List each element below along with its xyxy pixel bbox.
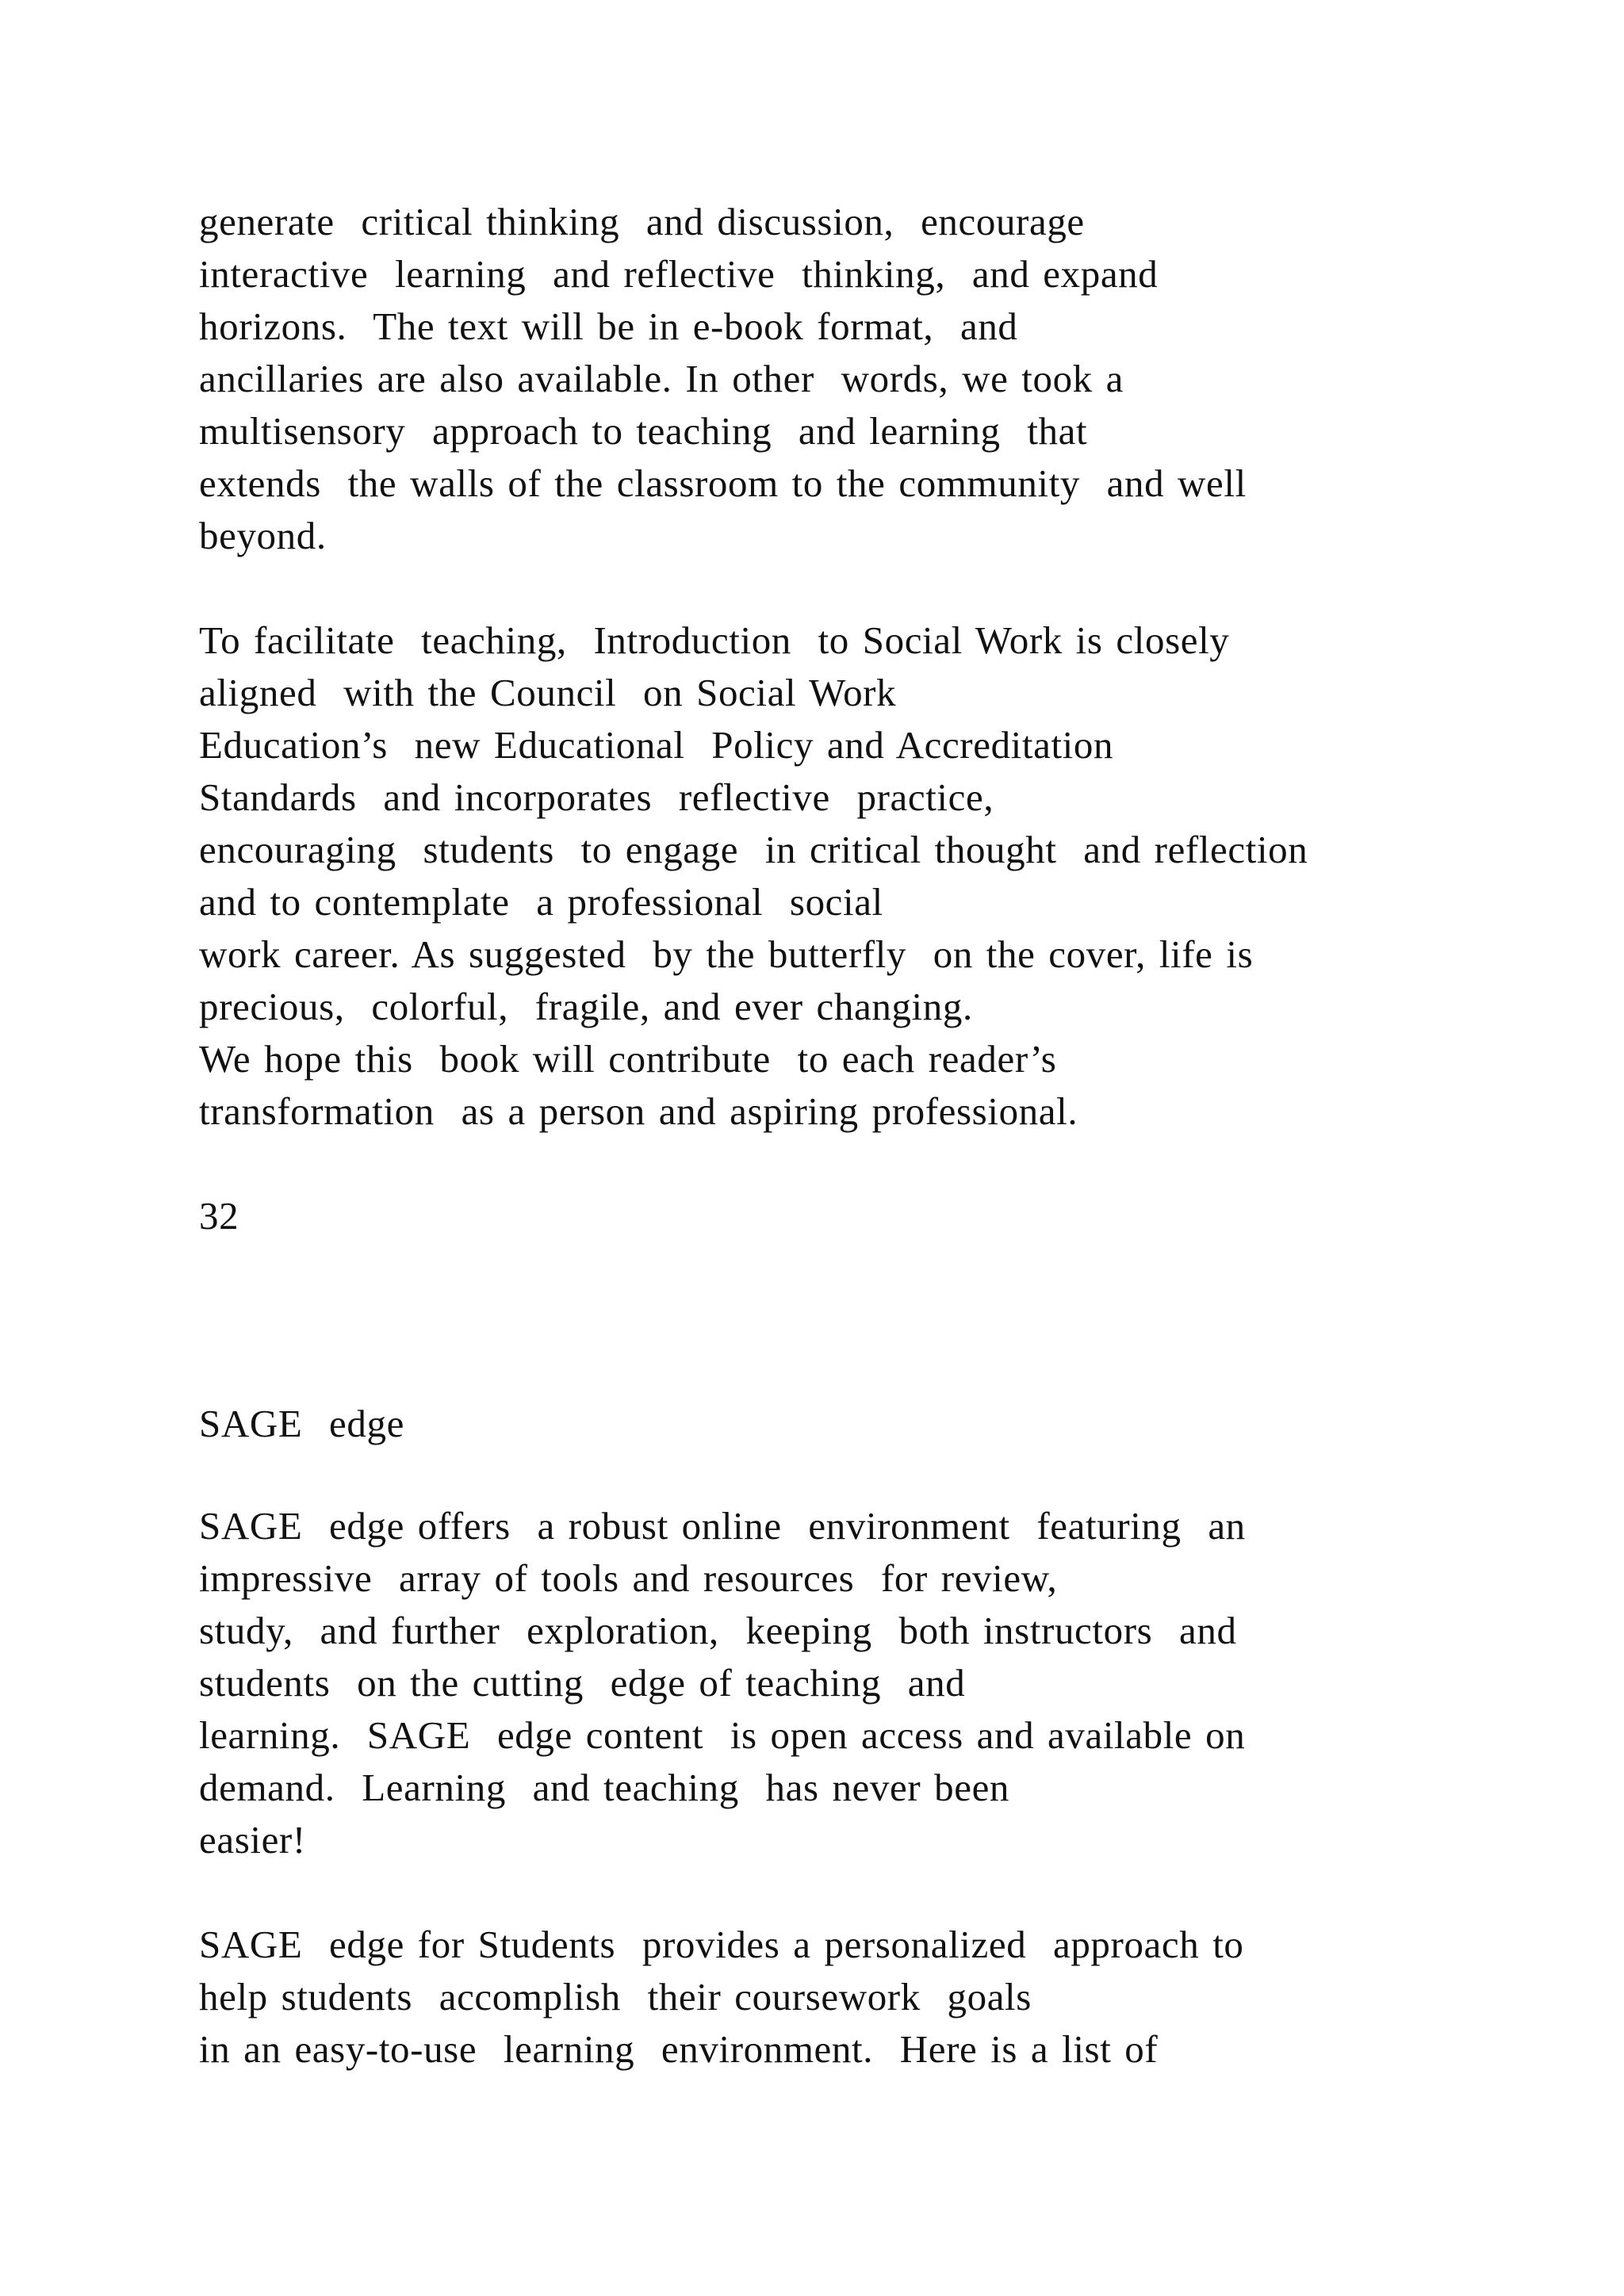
text-line: and to contemplate a professional social <box>199 880 883 924</box>
text-line: extends the walls of the classroom to the community and well <box>199 461 1247 505</box>
text-line: horizons. The text will be in e-book format, and <box>199 304 1018 348</box>
text-line: work career. As suggested by the butterfly on the cover, life is <box>199 932 1254 976</box>
text-line: SAGE edge offers a robust online environment featuring an <box>199 1504 1246 1548</box>
text-line: aligned with the Council on Social Work <box>199 671 897 714</box>
text-line: in an easy-to-use learning environment. Here is a list of <box>199 2027 1159 2071</box>
page-number <box>199 1190 1547 1242</box>
text-line: students on the cutting edge of teaching and <box>199 1661 966 1705</box>
text-line: Standards and incorporates reflective practice, <box>199 775 994 819</box>
text-line: demand. Learning and teaching has never been <box>199 1766 1010 1809</box>
text-line: ancillaries are also available. In other words, we took a <box>199 357 1124 400</box>
text-line: help students accomplish their coursework goals <box>199 1975 1032 2019</box>
paragraph-sage-edge-students <box>199 1919 1547 2076</box>
text-line: SAGE edge for Students provides a personalized approach to <box>199 1923 1244 1966</box>
text-line: learning. SAGE edge content is open access and available on <box>199 1713 1246 1757</box>
text-line: precious, colorful, fragile, and ever changing. <box>199 985 973 1028</box>
section-heading <box>199 1398 1547 1450</box>
text-line: study, and further exploration, keeping both instructors and <box>199 1609 1237 1652</box>
text-line: We hope this book will contribute to each reader’s <box>199 1037 1057 1081</box>
section-heading-text: SAGE edge <box>199 1402 404 1445</box>
text-line: encouraging students to engage in critical thought and reflection <box>199 828 1308 871</box>
text-line: generate critical thinking and discussion, encourage <box>199 200 1085 243</box>
paragraph-sage-edge-overview <box>199 1500 1547 1866</box>
text-line: interactive learning and reflective thinking, and expand <box>199 252 1159 296</box>
page-number-text: 32 <box>199 1194 239 1238</box>
text-line: easier! <box>199 1818 306 1862</box>
text-line: multisensory approach to teaching and learning that <box>199 409 1088 453</box>
text-line: To facilitate teaching, Introduction to Social Work is closely <box>199 618 1230 662</box>
text-line: transformation as a person and aspiring professional. <box>199 1089 1078 1133</box>
text-line: Education’s new Educational Policy and Accreditation <box>199 723 1114 767</box>
text-line: beyond. <box>199 514 327 557</box>
text-line: impressive array of tools and resources for review, <box>199 1556 1058 1600</box>
paragraph-facilitate-teaching <box>199 614 1547 1138</box>
paragraph-intro-continued <box>199 196 1547 562</box>
